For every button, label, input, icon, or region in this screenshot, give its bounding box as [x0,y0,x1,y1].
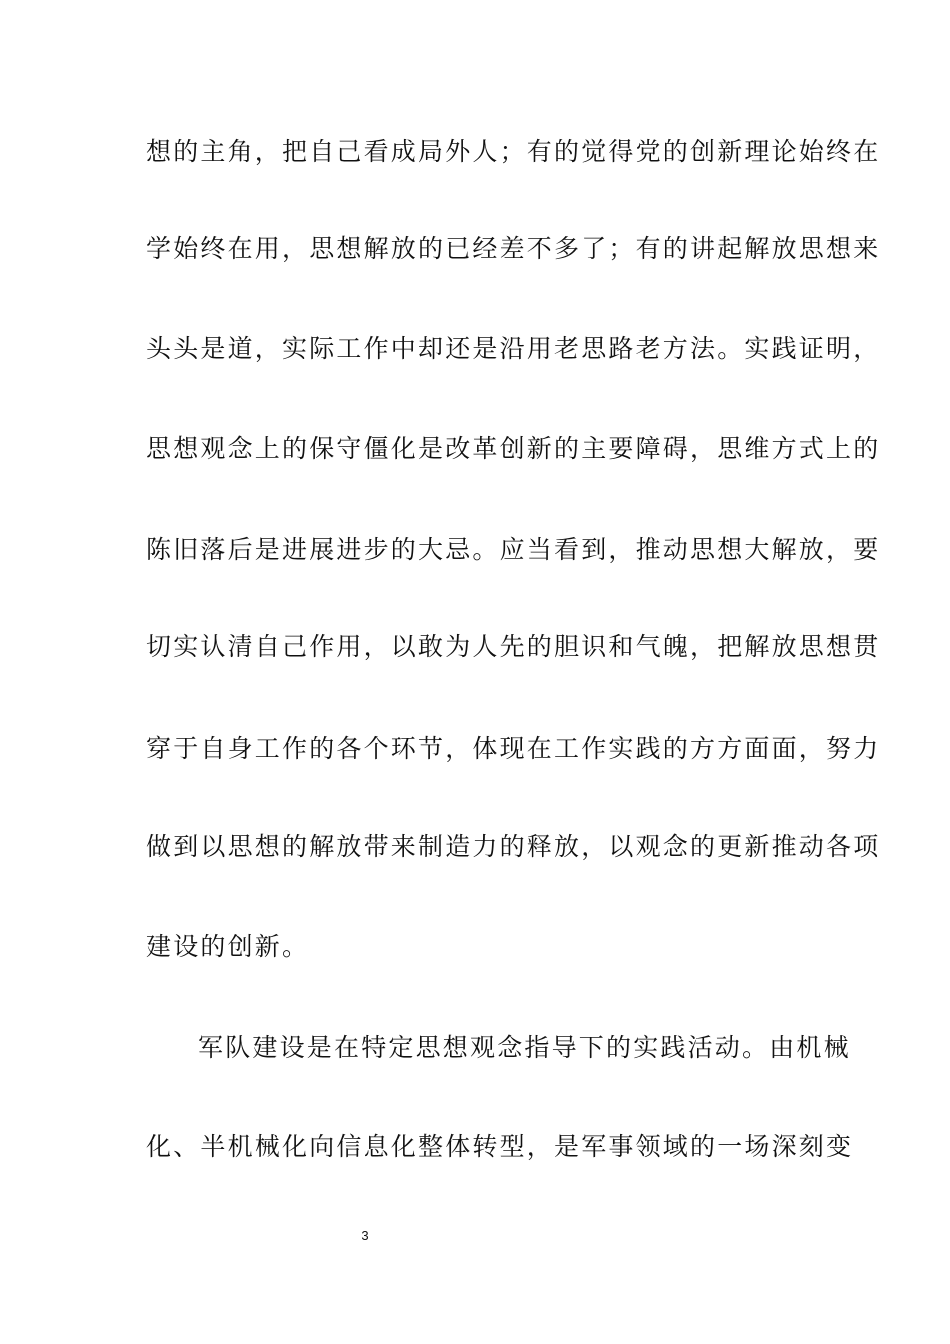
text-line: 化、半机械化向信息化整体转型，是军事领域的一场深刻变 [146,1132,854,1161]
page-number: 3 [361,1228,369,1243]
text-line: 学始终在用，思想解放的已经差不多了；有的讲起解放思想来 [146,234,881,263]
text-line: 陈旧落后是进展进步的大忌。应当看到，推动思想大解放，要 [146,535,881,564]
text-line: 思想观念上的保守僵化是改革创新的主要障碍，思维方式上的 [146,434,881,463]
text-line: 切实认清自己作用，以敢为人先的胆识和气魄，把解放思想贯 [146,632,881,661]
text-line: 做到以思想的解放带来制造力的释放，以观念的更新推动各项 [146,832,881,861]
text-line: 穿于自身工作的各个环节，体现在工作实践的方方面面，努力 [146,734,881,763]
text-line: 头头是道，实际工作中却还是沿用老思路老方法。实践证明， [146,334,881,363]
text-line: 军队建设是在特定思想观念指导下的实践活动。由机械 [198,1033,851,1062]
text-line: 建设的创新。 [146,932,310,961]
text-line: 想的主角，把自己看成局外人；有的觉得党的创新理论始终在 [146,137,881,166]
